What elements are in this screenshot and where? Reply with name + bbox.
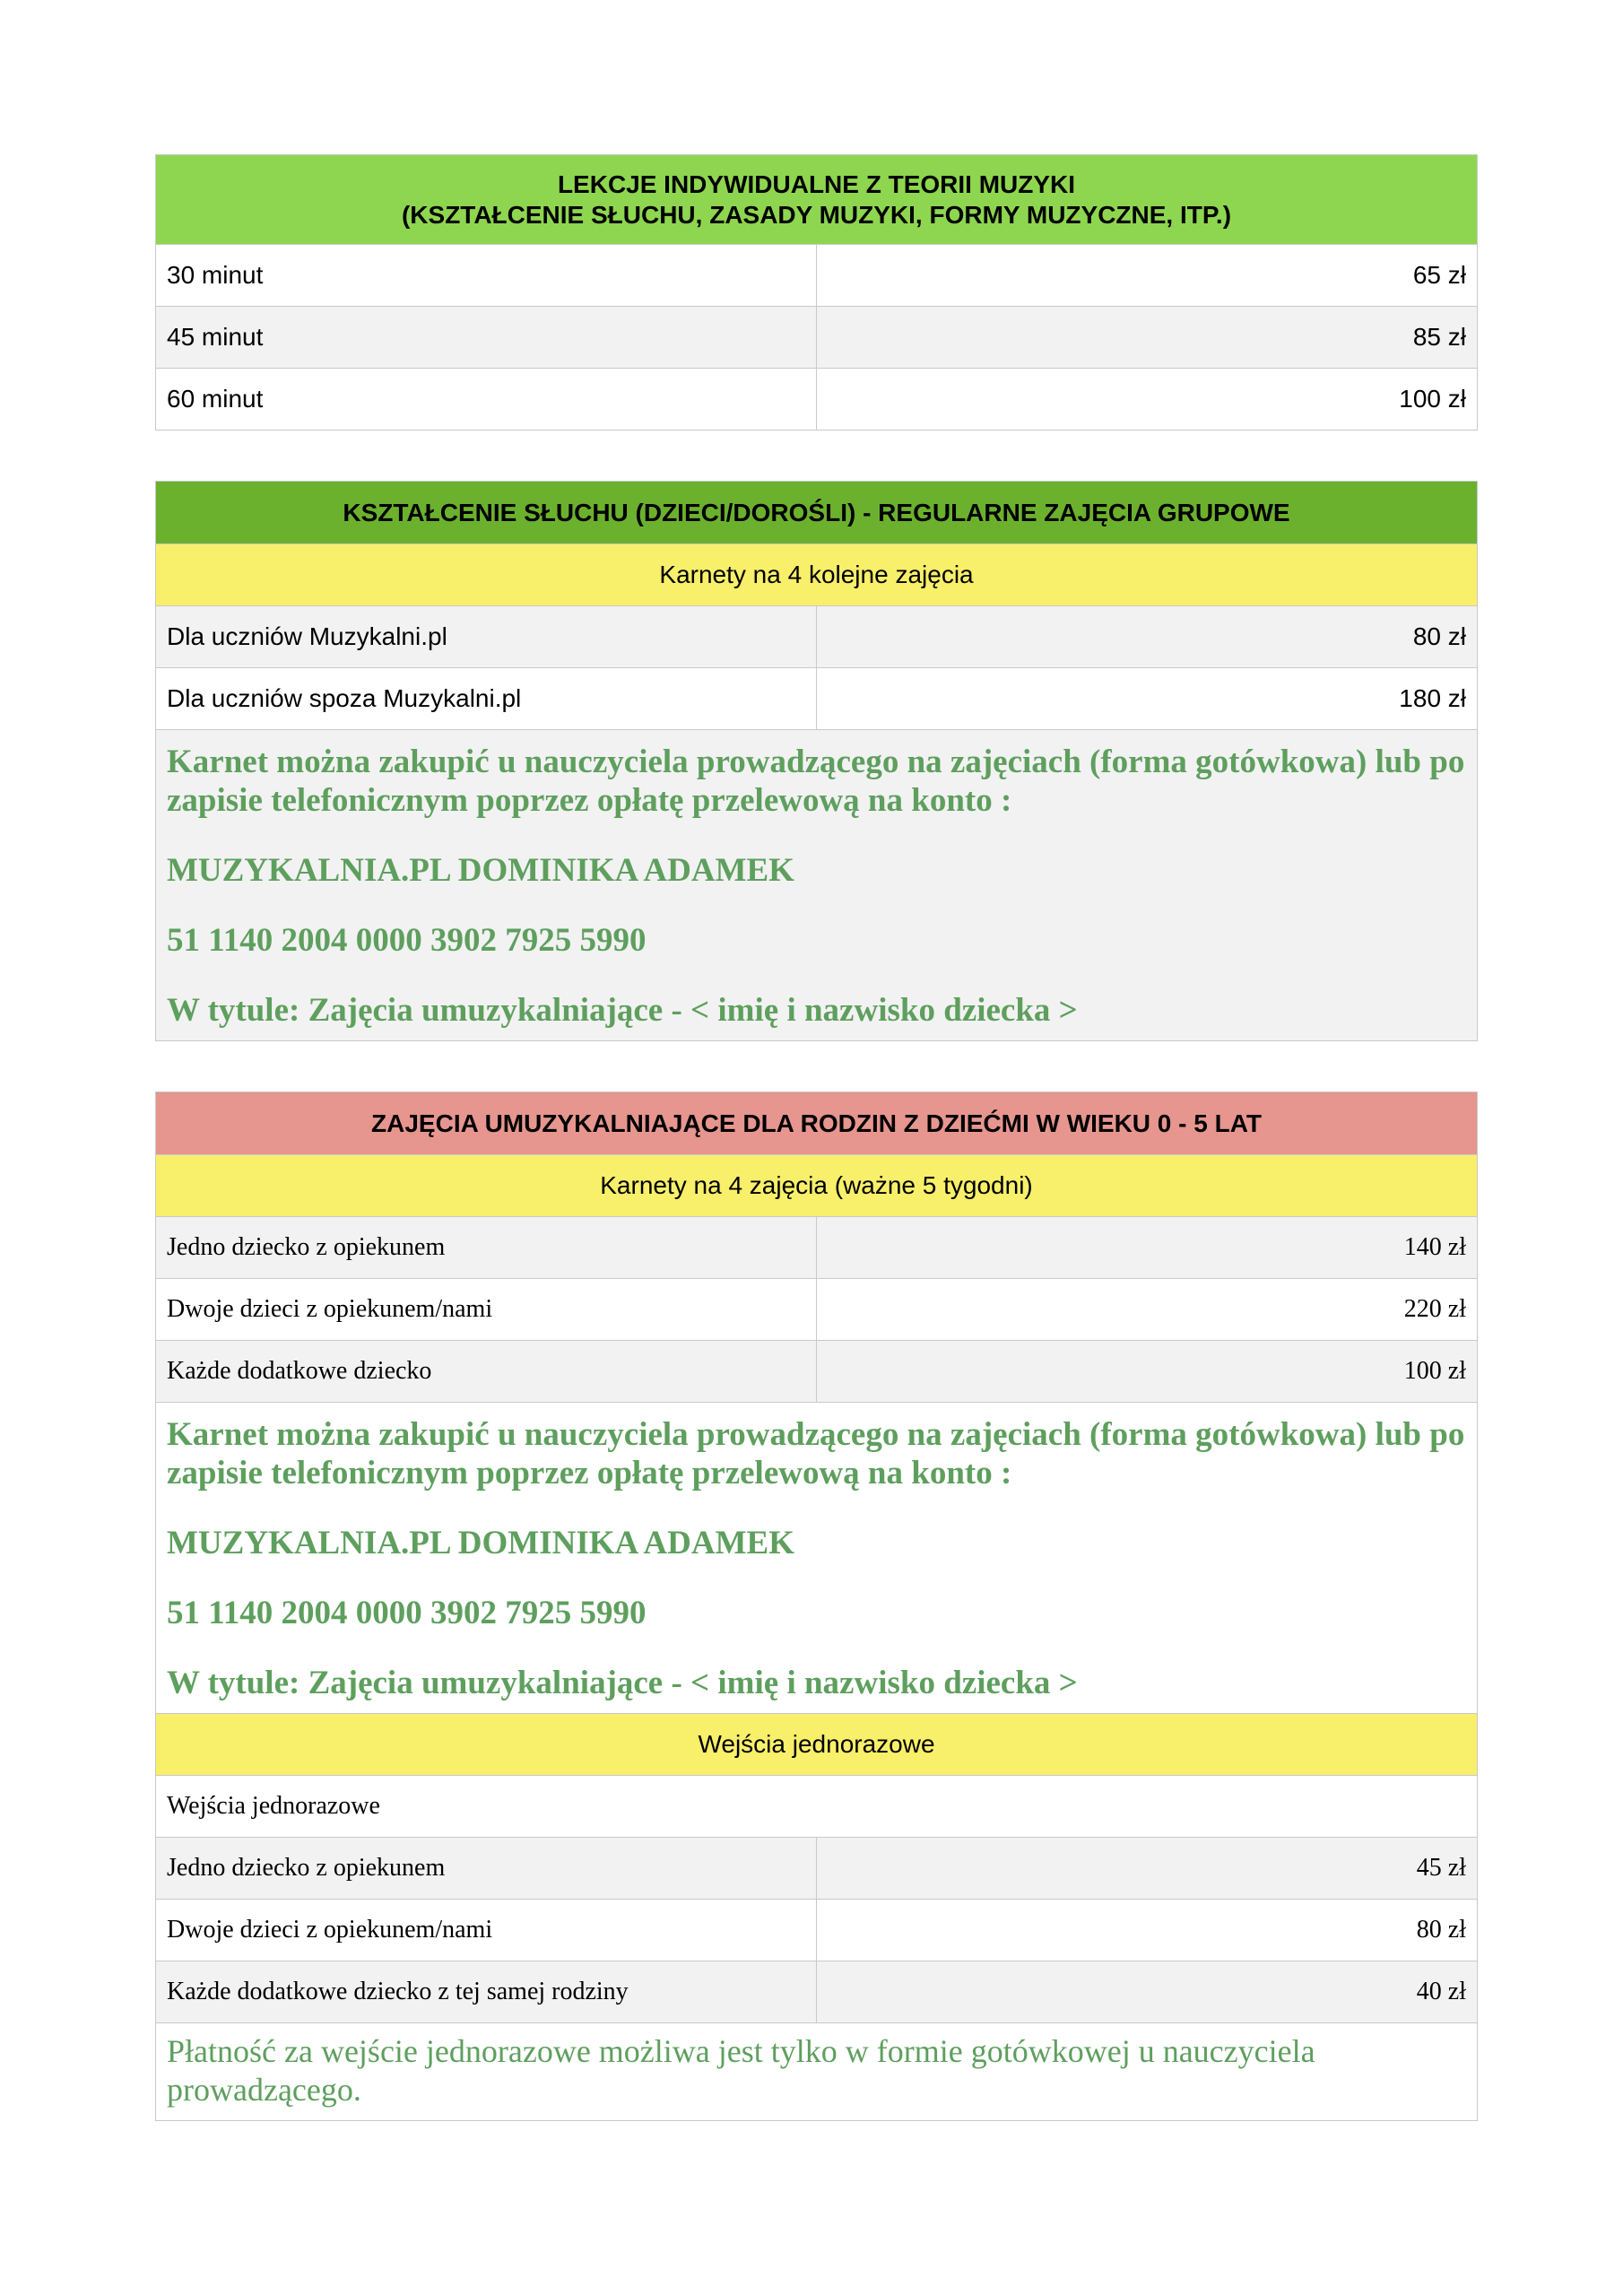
individual-lessons-table [155, 154, 1478, 430]
row-price: 65 zł [817, 245, 1478, 307]
section-title-line2: (KSZTAŁCENIE SŁUCHU, ZASADY MUZYKI, FORMY MUZYCZNE, ITP.) [401, 200, 1232, 229]
section-title: KSZTAŁCENIE SŁUCHU (DZIECI/DOROŚLI) - REGULARNE ZAJĘCIA GRUPOWE [156, 482, 1478, 544]
price-row [156, 1961, 1478, 2023]
row-price: 180 zł [817, 668, 1478, 730]
price-row [156, 606, 1478, 668]
row-price: 140 zł [817, 1217, 1478, 1279]
single-entry-subheader [156, 1714, 1478, 1776]
cash-payment-note-text: Płatność za wejście jednorazowe możliwa jest tylko w formie gotówkowej u nauczyciela prowadzącego. [156, 2023, 1478, 2121]
row-price: 45 zł [817, 1838, 1478, 1900]
transfer-title: W tytule: Zajęcia umuzykalniające - < imię i nazwisko dziecka > [167, 992, 1078, 1029]
payment-note [156, 1403, 1478, 1714]
price-row [156, 369, 1478, 430]
subheader-label: Wejścia jednorazowe [156, 1714, 1478, 1776]
row-label: Każde dodatkowe dziecko z tej samej rodziny [156, 1961, 817, 2023]
row-price: 80 zł [817, 1900, 1478, 1961]
account-name: MUZYKALNIA.PL DOMINIKA ADAMEK [167, 1525, 794, 1561]
price-row [156, 1279, 1478, 1341]
row-label: 60 minut [156, 369, 817, 430]
section-title [156, 155, 1478, 245]
subheader-label: Karnety na 4 zajęcia (ważne 5 tygodni) [156, 1155, 1478, 1217]
single-entry-label-row [156, 1776, 1478, 1838]
account-number: 51 1140 2004 0000 3902 7925 5990 [167, 922, 647, 959]
row-label: Dla uczniów spoza Muzykalni.pl [156, 668, 817, 730]
row-price: 80 zł [817, 606, 1478, 668]
section-header [156, 1092, 1478, 1155]
account-number: 51 1140 2004 0000 3902 7925 5990 [167, 1595, 647, 1631]
section-subheader [156, 544, 1478, 606]
single-entry-label: Wejścia jednorazowe [156, 1776, 1478, 1838]
row-price: 220 zł [817, 1279, 1478, 1341]
row-label: Dwoje dzieci z opiekunem/nami [156, 1900, 817, 1961]
price-row [156, 1838, 1478, 1900]
section-header [156, 155, 1478, 245]
price-row [156, 1217, 1478, 1279]
row-price: 85 zł [817, 307, 1478, 369]
price-row [156, 1900, 1478, 1961]
row-label: Jedno dziecko z opiekunem [156, 1838, 817, 1900]
payment-instructions: Karnet można zakupić u nauczyciela prowadzącego na zajęciach (forma gotówkowa) lub po zapisie telefonicznym poprzez opłatę przelewową na konto : [167, 744, 1465, 819]
price-row [156, 1341, 1478, 1403]
payment-instructions: Karnet można zakupić u nauczyciela prowadzącego na zajęciach (forma gotówkowa) lub po zapisie telefonicznym poprzez opłatę przelewową na konto : [167, 1416, 1465, 1492]
subheader-label: Karnety na 4 kolejne zajęcia [156, 544, 1478, 606]
section-title: ZAJĘCIA UMUZYKALNIAJĄCE DLA RODZIN Z DZIEĆMI W WIEKU 0 - 5 LAT [156, 1092, 1478, 1155]
row-label: Jedno dziecko z opiekunem [156, 1217, 817, 1279]
family-music-classes-table [155, 1091, 1478, 2121]
row-label: 45 minut [156, 307, 817, 369]
row-label: Dla uczniów Muzykalni.pl [156, 606, 817, 668]
transfer-title: W tytule: Zajęcia umuzykalniające - < imię i nazwisko dziecka > [167, 1665, 1078, 1701]
row-price: 40 zł [817, 1961, 1478, 2023]
row-label: Każde dodatkowe dziecko [156, 1341, 817, 1403]
row-label: 30 minut [156, 245, 817, 307]
price-row [156, 245, 1478, 307]
payment-note-cell [156, 1403, 1478, 1714]
row-price: 100 zł [817, 1341, 1478, 1403]
payment-note-cell [156, 730, 1478, 1041]
row-label: Dwoje dzieci z opiekunem/nami [156, 1279, 817, 1341]
section-header [156, 482, 1478, 544]
section-subheader [156, 1155, 1478, 1217]
section-title-line1: LEKCJE INDYWIDUALNE Z TEORII MUZYKI [557, 170, 1076, 198]
cash-payment-note [156, 2023, 1478, 2121]
ear-training-group-table [155, 481, 1478, 1041]
price-row [156, 668, 1478, 730]
payment-note [156, 730, 1478, 1041]
price-list-page [155, 154, 1477, 2121]
price-row [156, 307, 1478, 369]
row-price: 100 zł [817, 369, 1478, 430]
account-name: MUZYKALNIA.PL DOMINIKA ADAMEK [167, 852, 794, 889]
